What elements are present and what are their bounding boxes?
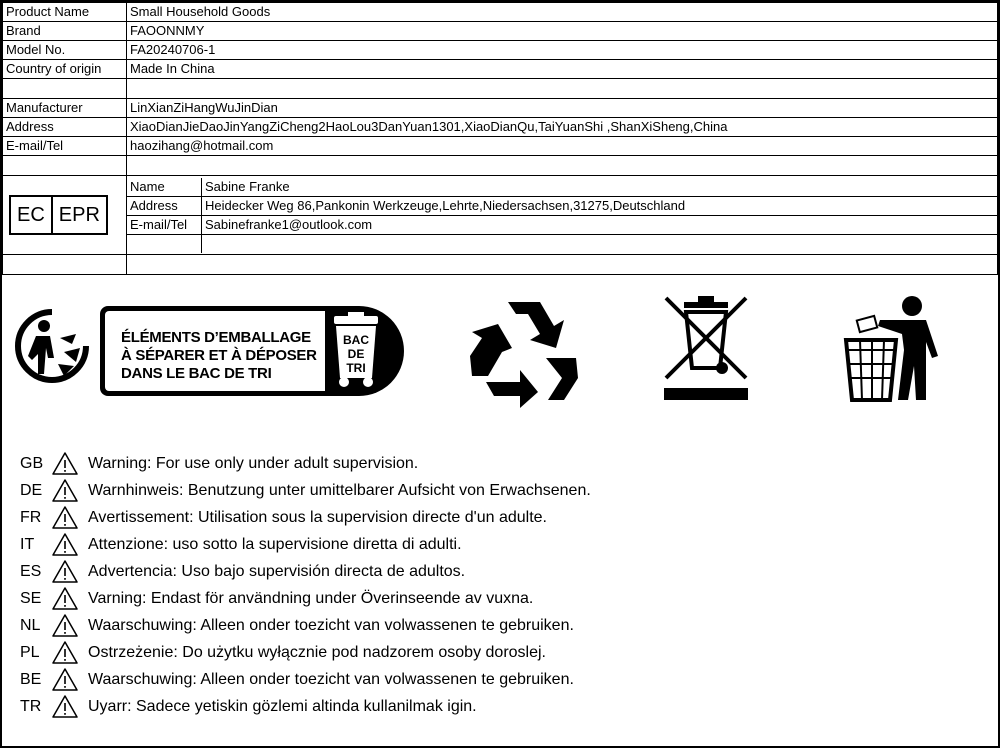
table-row-blank xyxy=(3,255,998,275)
bin-text-2: DE xyxy=(347,347,365,361)
table-row xyxy=(3,118,998,137)
row-value xyxy=(127,79,998,99)
row-label: Address xyxy=(3,118,127,137)
ec-rep-details-cell xyxy=(127,176,998,255)
language-code: NL xyxy=(20,616,41,634)
warning-triangle-icon xyxy=(52,668,88,691)
warning-text: Waarschuwing: Alleen onder toezicht van volwassenen te gebruiken. xyxy=(88,670,574,688)
warning-row xyxy=(20,504,591,531)
language-code: IT xyxy=(20,535,35,553)
table-row-blank xyxy=(3,156,998,176)
warning-triangle-icon xyxy=(52,533,88,556)
table-row xyxy=(3,99,998,118)
bin-text-3: TRI xyxy=(346,361,366,375)
warning-text: Attenzione: uso sotto la supervisione diretta di adulti. xyxy=(88,535,462,553)
warning-triangle-icon xyxy=(52,560,88,583)
warning-row xyxy=(20,558,591,585)
recycle-icon xyxy=(468,296,580,408)
row-value: Sabinefranke1@outlook.com xyxy=(202,215,998,234)
warning-text: Warning: For use only under adult supervision. xyxy=(88,454,419,472)
warning-triangle-icon xyxy=(52,695,88,718)
warning-triangle-icon xyxy=(52,506,88,529)
table-row xyxy=(3,3,998,22)
language-code: ES xyxy=(20,562,42,580)
row-label: E-mail/Tel xyxy=(127,215,202,234)
row-label: Product Name xyxy=(3,3,127,22)
row-value: FA20240706-1 xyxy=(127,41,998,60)
table-row xyxy=(127,215,997,234)
row-value: Small Household Goods xyxy=(127,3,998,22)
triman-icon xyxy=(14,308,90,384)
ec-badge-right: EPR xyxy=(51,197,106,233)
warning-text: Uyarr: Sadece yetiskin gözlemi altinda kullanilmak igin. xyxy=(88,697,477,715)
bin-text-1: BAC xyxy=(343,333,369,347)
table-row xyxy=(127,178,997,197)
warning-triangle-icon xyxy=(52,452,88,475)
warning-text: Waarschuwing: Alleen onder toezicht van volwassenen te gebruiken. xyxy=(88,616,574,634)
row-value: Heidecker Weg 86,Pankonin Werkzeuge,Lehrte,Niedersachsen,31275,Deutschland xyxy=(202,196,998,215)
disposal-icons xyxy=(2,292,998,412)
row-label: Manufacturer xyxy=(3,99,127,118)
warning-row xyxy=(20,612,591,639)
language-code: BE xyxy=(20,670,42,688)
row-value: FAOONNMY xyxy=(127,22,998,41)
ec-rep-badge xyxy=(9,195,108,235)
row-value: Sabine Franke xyxy=(202,178,998,197)
table-row xyxy=(127,196,997,215)
language-code: DE xyxy=(20,481,43,499)
warning-text: Avertissement: Utilisation sous la supervision directe d'un adulte. xyxy=(88,508,547,526)
warning-text: Warnhinweis: Benutzung unter umittelbarer Aufsicht von Erwachsenen. xyxy=(88,481,591,499)
warning-row xyxy=(20,666,591,693)
ec-rep-row xyxy=(3,176,998,255)
row-value: XiaoDianJieDaoJinYangZiCheng2HaoLou3DanYuan1301,XiaoDianQu,TaiYuanShi ,ShanXiSheng,China xyxy=(127,118,998,137)
table-row xyxy=(3,41,998,60)
product-info-table xyxy=(2,2,998,275)
language-code: SE xyxy=(20,589,42,607)
language-code: GB xyxy=(20,454,44,472)
ec-rep-details-table xyxy=(127,178,997,253)
tri-sorting-banner xyxy=(100,306,404,396)
warning-triangle-icon xyxy=(52,587,88,610)
table-row xyxy=(3,22,998,41)
warning-row xyxy=(20,531,591,558)
warning-row xyxy=(20,585,591,612)
warning-triangle-icon xyxy=(52,641,88,664)
warning-row xyxy=(20,450,591,477)
row-label xyxy=(3,79,127,99)
warning-list xyxy=(20,450,591,720)
row-label: Country of origin xyxy=(3,60,127,79)
warning-triangle-icon xyxy=(52,614,88,637)
row-label: Brand xyxy=(3,22,127,41)
table-row-blank xyxy=(3,79,998,99)
warning-text: Ostrzeżenie: Do użytku wyłącznie pod nadzorem osoby doroslej. xyxy=(88,643,546,661)
table-row xyxy=(3,137,998,156)
warning-text: Advertencia: Uso bajo supervisión directa de adultos. xyxy=(88,562,466,580)
language-code: FR xyxy=(20,508,42,526)
row-value: Made In China xyxy=(127,60,998,79)
ec-rep-badge-cell xyxy=(3,176,127,255)
row-label: Model No. xyxy=(3,41,127,60)
language-code: PL xyxy=(20,643,40,661)
sorting-bin-icon xyxy=(330,312,382,390)
row-value: LinXianZiHangWuJinDian xyxy=(127,99,998,118)
warning-triangle-icon xyxy=(52,479,88,502)
warning-row xyxy=(20,693,591,720)
tidyman-icon xyxy=(842,294,942,402)
banner-text: ÉLÉMENTS D’EMBALLAGE À SÉPARER ET À DÉPOSER DANS LE BAC DE TRI xyxy=(121,329,317,382)
table-row xyxy=(3,60,998,79)
warning-text: Varning: Endast för användning under Överinseende av vuxna. xyxy=(88,589,534,607)
ec-badge-left: EC xyxy=(17,204,45,226)
crossed-bin-icon xyxy=(664,296,748,402)
row-label: Address xyxy=(127,196,202,215)
table-row-blank xyxy=(127,234,997,253)
row-label: E-mail/Tel xyxy=(3,137,127,156)
row-label: Name xyxy=(127,178,202,197)
warning-row xyxy=(20,477,591,504)
language-code: TR xyxy=(20,697,42,715)
row-value: haozihang@hotmail.com xyxy=(127,137,998,156)
warning-row xyxy=(20,639,591,666)
